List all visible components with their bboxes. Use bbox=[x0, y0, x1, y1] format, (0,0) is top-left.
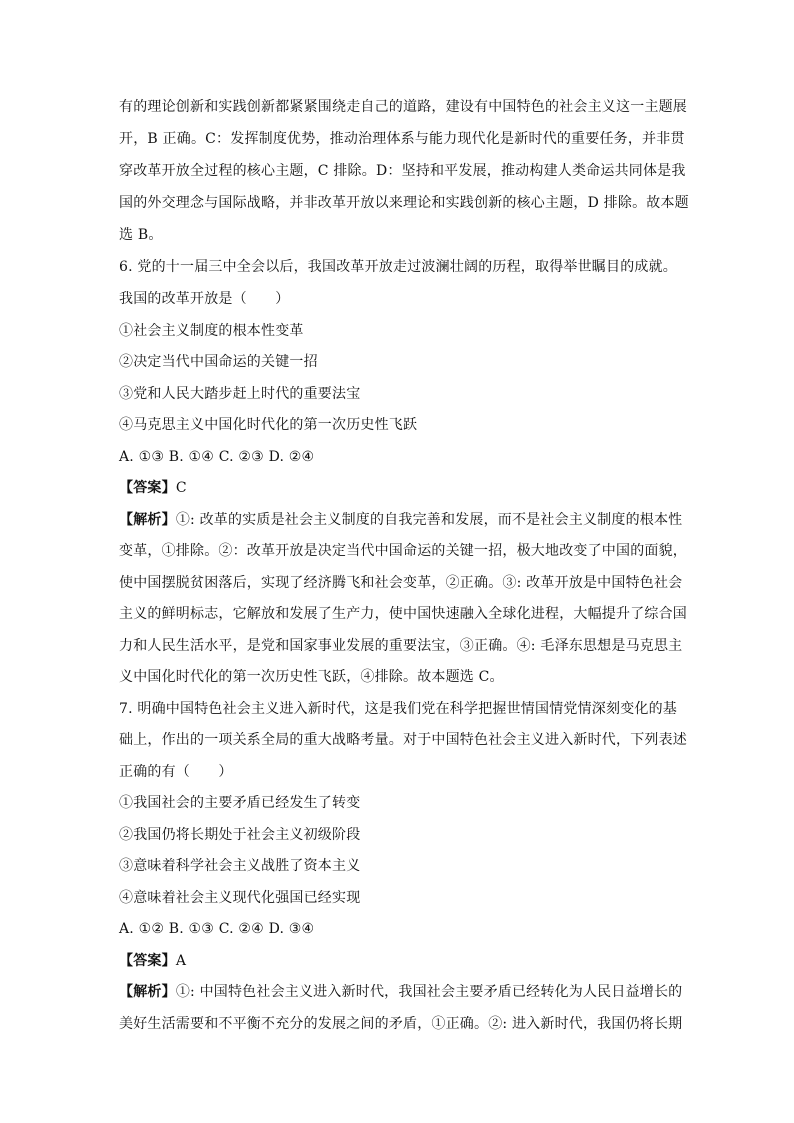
question-6-answer bbox=[119, 478, 684, 498]
body-text-line: 有的理论创新和实践创新都紧紧围绕走自己的道路，建设有中国特色的社会主义这一主题展 bbox=[119, 99, 687, 115]
question-6-analysis bbox=[119, 510, 684, 530]
analysis-text-line: 义中国化时代化的第一次历史性飞跃，④排除。故本题选 C。 bbox=[119, 669, 504, 685]
analysis-text-line: 变革，①排除。②：改革开放是决定当代中国命运的关键一招，极大地改变了中国的面貌， bbox=[119, 543, 687, 559]
body-text-line: 开，B 正确。C：发挥制度优势，推动治理体系与能力现代化是新时代的重要任务，并非贯 bbox=[119, 131, 685, 147]
question-7-choices: A. ①② B. ①③ C. ②④ D. ③④ bbox=[119, 921, 315, 937]
answer-label: 【答案】 bbox=[119, 953, 176, 969]
analysis-text-line: 主义的鲜明标志，它解放和发展了生产力，使中国快速融入全球化进程，大幅提升了综合国 bbox=[119, 606, 687, 622]
answer-label: 【答案】 bbox=[119, 480, 176, 496]
analysis-text-line: 使中国摆脱贫困落后，实现了经济腾飞和社会变革，②正确。③: 改革开放是中国特色社会 bbox=[119, 575, 683, 591]
question-6-option: ④马克思主义中国化时代化的第一次历史性飞跃 bbox=[119, 417, 418, 433]
analysis-text: ①: 改革的实质是社会主义制度的自我完善和发展，而不是社会主义制度的根本性 bbox=[175, 512, 683, 528]
analysis-text-line: 力和人民生活水平，是党和国家事业发展的重要法宝，③正确。④: 毛泽东思想是马克思主 bbox=[119, 638, 683, 654]
question-6-option: ③党和人民大踏步赶上时代的重要法宝 bbox=[119, 386, 361, 402]
body-text-line: 选 B。 bbox=[119, 227, 163, 243]
question-6-option: ②决定当代中国命运的关键一招 bbox=[119, 354, 318, 370]
analysis-label: 【解析】 bbox=[119, 512, 176, 528]
question-7-option: ①我国社会的主要矛盾已经发生了转变 bbox=[119, 795, 361, 811]
analysis-text: ①: 中国特色社会主义进入新时代，我国社会主要矛盾已经转化为人民日益增长的 bbox=[175, 984, 683, 1000]
question-6-choices: A. ①③ B. ①④ C. ②③ D. ②④ bbox=[119, 449, 315, 465]
question-7-stem: 础上，作出的一项关系全局的重大战略考量。对于中国特色社会主义进入新时代，下列表述 bbox=[119, 732, 687, 748]
body-text-line: 国的外交理念与国际战略，并非改革开放以来理论和实践创新的核心主题，D 排除。故本题 bbox=[119, 195, 689, 211]
question-7-analysis bbox=[119, 982, 684, 1002]
question-7-option: ②我国仍将长期处于社会主义初级阶段 bbox=[119, 827, 361, 843]
question-6-stem: 6. 党的十一届三中全会以后，我国改革开放走过波澜壮阔的历程，取得举世瞩目的成就。 bbox=[119, 259, 678, 275]
question-7-option: ③意味着科学社会主义战胜了资本主义 bbox=[119, 858, 361, 874]
answer-value: A bbox=[175, 953, 187, 969]
question-6-option: ①社会主义制度的根本性变革 bbox=[119, 323, 304, 339]
question-7-option: ④意味着社会主义现代化强国已经实现 bbox=[119, 890, 361, 906]
analysis-text-line: 美好生活需要和不平衡不充分的发展之间的矛盾，①正确。②: 进入新时代，我国仍将长期 bbox=[119, 1016, 683, 1032]
question-7-answer bbox=[119, 951, 684, 971]
body-text-line: 穿改革开放全过程的核心主题，C 排除。D：坚持和平发展，推动构建人类命运共同体是我 bbox=[119, 163, 686, 179]
analysis-label: 【解析】 bbox=[119, 984, 176, 1000]
answer-value: C bbox=[175, 480, 187, 496]
question-7-stem: 正确的有（ ） bbox=[119, 764, 233, 780]
question-7-stem: 7. 明确中国特色社会主义进入新时代，这是我们党在科学把握世情国情党情深刻变化的基 bbox=[119, 701, 678, 717]
question-6-stem: 我国的改革开放是（ ） bbox=[119, 291, 290, 307]
